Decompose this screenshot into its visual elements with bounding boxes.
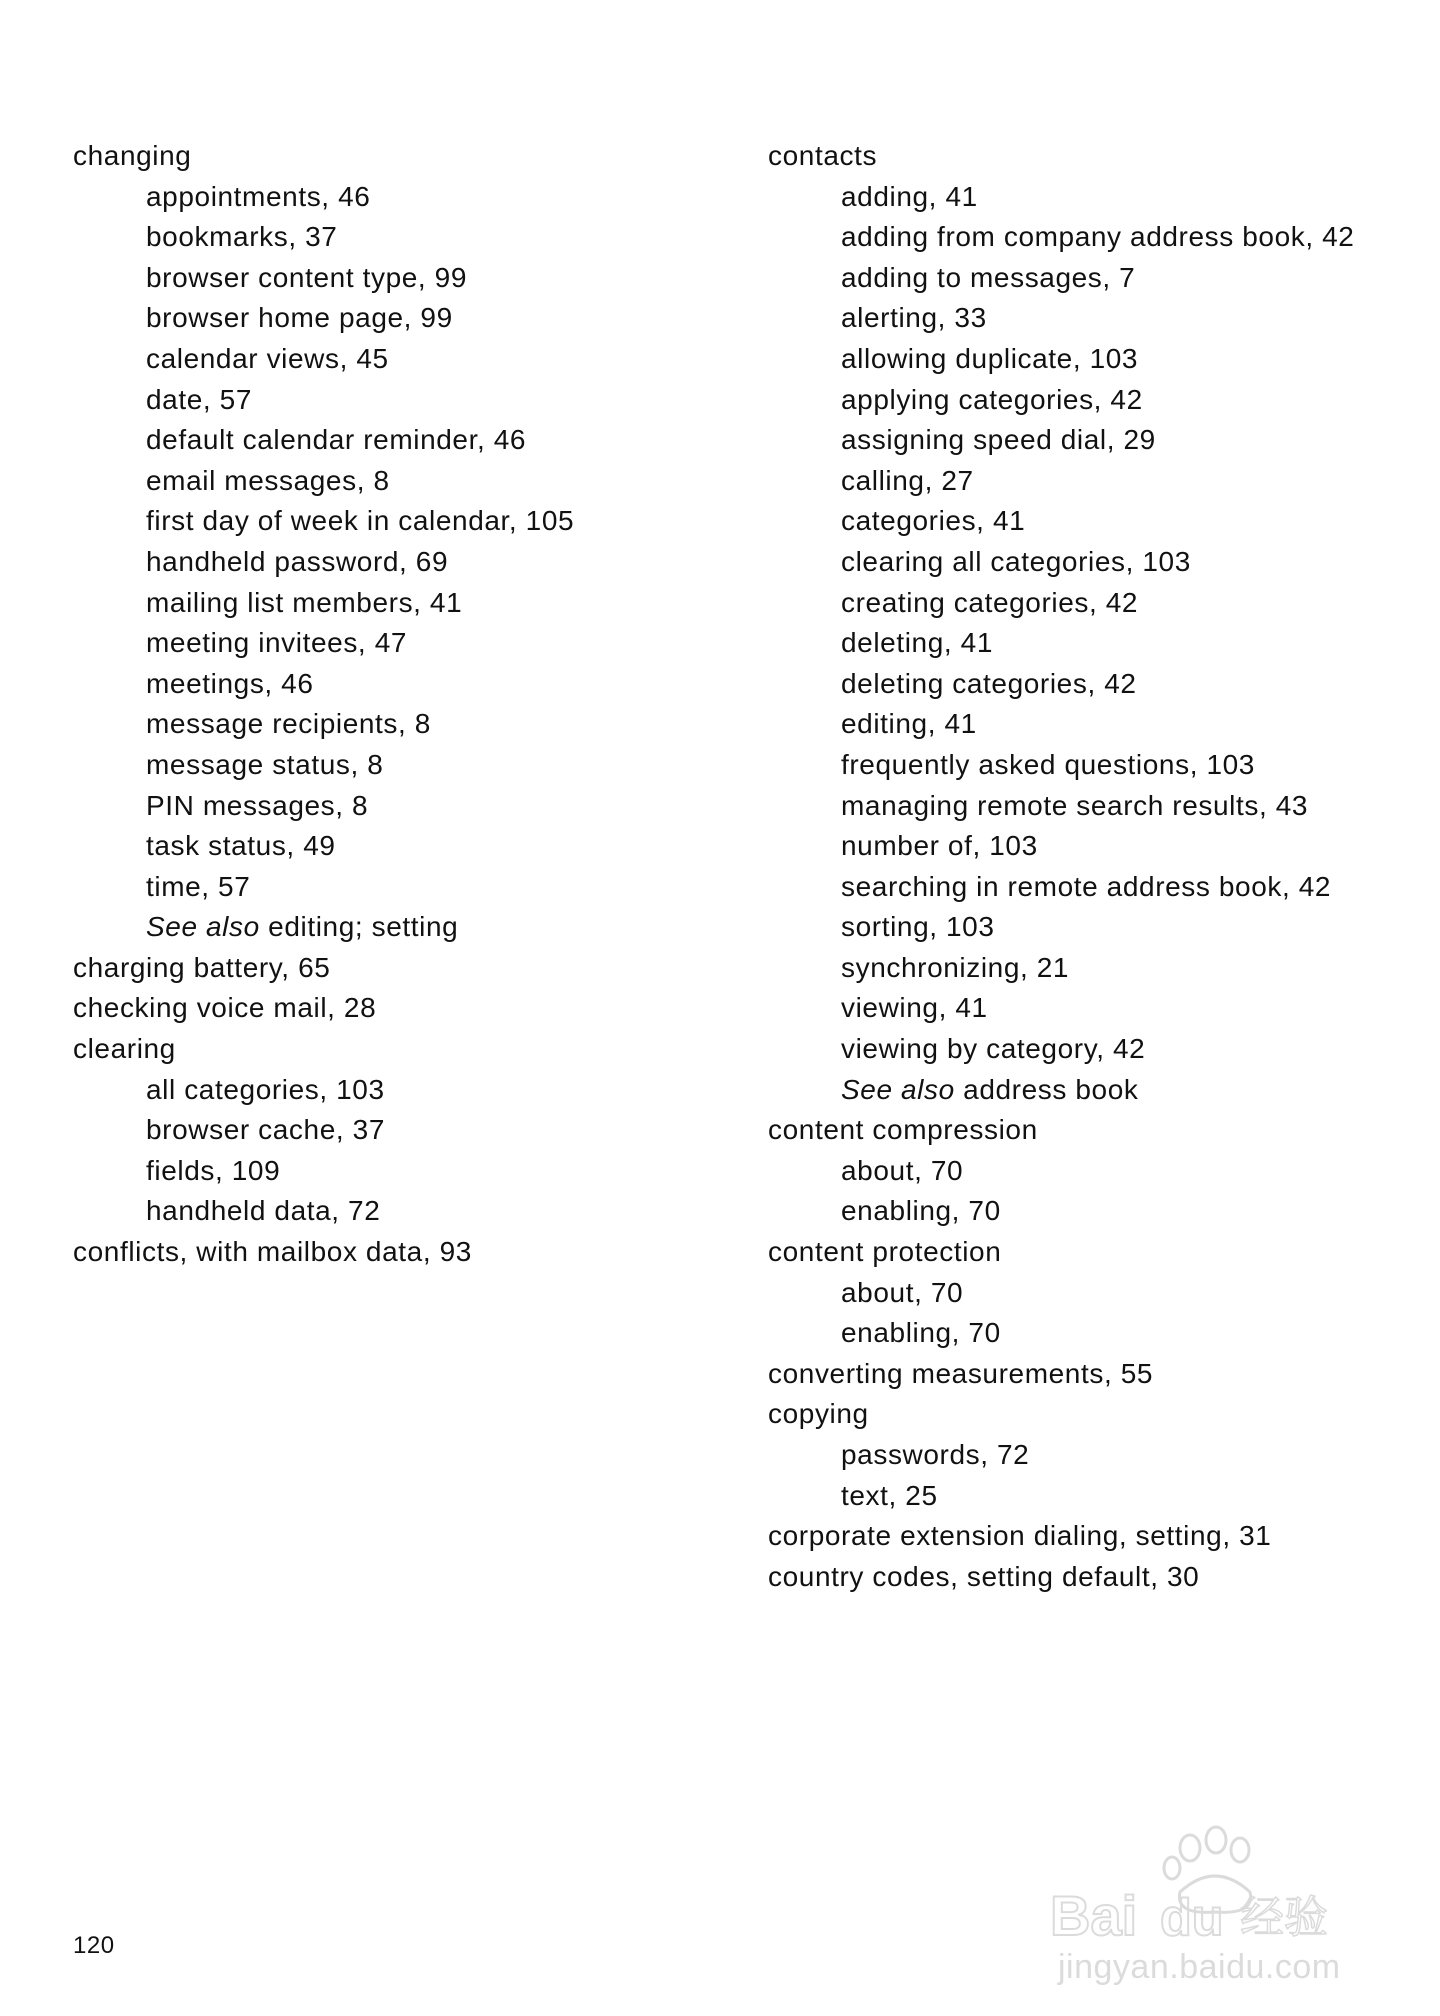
entry-text: email messages, 8 [146, 464, 390, 496]
entry-text: task status, 49 [146, 830, 336, 862]
index-subentry [73, 339, 713, 380]
entry-text: about, 70 [841, 1276, 964, 1308]
index-subentry [768, 583, 1408, 624]
index-subentry [768, 745, 1408, 786]
index-subentry [768, 1070, 1408, 1111]
entry-text: text, 25 [841, 1479, 938, 1511]
entry-text: creating categories, 42 [841, 586, 1139, 618]
entry-text: converting measurements, 55 [768, 1357, 1154, 1389]
index-subentry [73, 298, 713, 339]
index-subentry [768, 339, 1408, 380]
entry-text: time, 57 [146, 870, 251, 902]
svg-text:Bai: Bai [1050, 1884, 1138, 1947]
index-subentry [768, 948, 1408, 989]
entry-text: message recipients, 8 [146, 708, 431, 740]
entry-text: clearing [73, 1033, 176, 1065]
entry-text: appointments, 46 [146, 180, 371, 212]
index-column-right [768, 136, 1408, 1597]
index-subentry [768, 664, 1408, 705]
entry-text: first day of week in calendar, 105 [146, 505, 575, 537]
index-subentry [768, 1273, 1408, 1314]
entry-text: synchronizing, 21 [841, 951, 1070, 983]
index-entry [768, 1394, 1408, 1435]
entry-text: managing remote search results, 43 [841, 789, 1309, 821]
index-entry [768, 1232, 1408, 1273]
entry-text: conflicts, with mailbox data, 93 [73, 1236, 472, 1268]
svg-text:du: du [1160, 1889, 1224, 1947]
entry-text: browser content type, 99 [146, 261, 468, 293]
svg-text:经验: 经验 [1240, 1892, 1328, 1943]
index-subentry [73, 583, 713, 624]
entry-text: clearing all categories, 103 [841, 545, 1191, 577]
index-subentry [73, 704, 713, 745]
entry-text: passwords, 72 [841, 1439, 1030, 1470]
index-subentry [768, 1313, 1408, 1354]
index-subentry [73, 542, 713, 583]
index-column-left [73, 136, 713, 1273]
index-subentry [73, 907, 713, 948]
see-also-label: See also [841, 1073, 955, 1105]
entry-text: meeting invitees, 47 [146, 627, 408, 659]
index-subentry [73, 1151, 713, 1192]
page-number: 120 [73, 1932, 115, 1959]
index-subentry [768, 380, 1408, 421]
entry-text: calendar views, 45 [146, 342, 389, 374]
index-subentry [768, 420, 1408, 461]
index-subentry [73, 745, 713, 786]
entry-text: corporate extension dialing, setting, 31 [768, 1520, 1272, 1552]
index-subentry [768, 461, 1408, 502]
index-entry [768, 136, 1408, 177]
index-subentry [73, 420, 713, 461]
baidu-jingyan-watermark [1040, 1820, 1380, 1990]
entry-text: categories, 41 [841, 505, 1026, 537]
index-subentry [768, 867, 1408, 908]
entry-text: date, 57 [146, 383, 252, 415]
entry-text: content protection [768, 1236, 1002, 1268]
index-entry [768, 1110, 1408, 1151]
index-subentry [73, 1110, 713, 1151]
index-subentry [768, 1029, 1408, 1070]
entry-text: about, 70 [841, 1154, 964, 1186]
entry-text: country codes, setting default, 30 [768, 1560, 1200, 1592]
entry-text: adding from company address book, 42 [841, 221, 1355, 253]
see-also-label: See also [146, 911, 260, 943]
entry-text: content compression [768, 1114, 1038, 1146]
entry-text: frequently asked questions, 103 [841, 748, 1255, 780]
index-subentry [73, 461, 713, 502]
entry-text: changing [73, 140, 192, 171]
entry-text: calling, 27 [841, 464, 974, 496]
entry-text: enabling, 70 [841, 1317, 1001, 1349]
entry-text: alerting, 33 [841, 302, 987, 334]
entry-text: meetings, 46 [146, 667, 314, 699]
entry-text: default calendar reminder, 46 [146, 424, 527, 456]
entry-text: viewing by category, 42 [841, 1033, 1146, 1065]
entry-text: adding to messages, 7 [841, 261, 1136, 293]
entry-text: browser cache, 37 [146, 1114, 385, 1146]
entry-text: searching in remote address book, 42 [841, 870, 1332, 902]
entry-text: viewing, 41 [841, 992, 988, 1024]
index-subentry [73, 501, 713, 542]
index-subentry [73, 258, 713, 299]
index-entry [73, 948, 713, 989]
index-subentry [768, 826, 1408, 867]
index-subentry [768, 1151, 1408, 1192]
index-subentry [768, 907, 1408, 948]
index-subentry [768, 217, 1408, 258]
index-entry [73, 1232, 713, 1273]
entry-text: assigning speed dial, 29 [841, 424, 1156, 456]
index-subentry [73, 786, 713, 827]
entry-text: handheld password, 69 [146, 545, 449, 577]
entry-text: deleting, 41 [841, 627, 993, 659]
index-subentry [768, 704, 1408, 745]
index-entry [768, 1354, 1408, 1395]
index-subentry [73, 664, 713, 705]
index-subentry [768, 1476, 1408, 1517]
index-subentry [73, 623, 713, 664]
entry-text: deleting categories, 42 [841, 667, 1137, 699]
index-subentry [768, 623, 1408, 664]
index-subentry [73, 1191, 713, 1232]
entry-text: editing, 41 [841, 708, 977, 740]
entry-text: copying [768, 1398, 869, 1430]
entry-text: number of, 103 [841, 830, 1038, 862]
entry-text: fields, 109 [146, 1154, 281, 1186]
index-subentry [768, 786, 1408, 827]
index-entry [768, 1557, 1408, 1598]
entry-text: allowing duplicate, 103 [841, 342, 1139, 374]
index-subentry [768, 298, 1408, 339]
index-subentry [768, 1191, 1408, 1232]
index-subentry [768, 501, 1408, 542]
entry-text: bookmarks, 37 [146, 221, 338, 253]
entry-text: browser home page, 99 [146, 302, 453, 334]
entry-text: address book [963, 1073, 1139, 1105]
index-subentry [73, 826, 713, 867]
baidu-paw-logo-icon [1040, 1820, 1380, 1950]
entry-text: contacts [768, 140, 878, 171]
entry-text: editing; setting [268, 911, 459, 943]
watermark-url: jingyan.baidu.com [1058, 1948, 1341, 1986]
index-subentry [73, 1070, 713, 1111]
index-subentry [768, 177, 1408, 218]
entry-text: all categories, 103 [146, 1073, 385, 1105]
index-subentry [768, 1435, 1408, 1476]
index-subentry [768, 542, 1408, 583]
entry-text: applying categories, 42 [841, 383, 1143, 415]
index-subentry [73, 380, 713, 421]
entry-text: handheld data, 72 [146, 1195, 381, 1227]
entry-text: checking voice mail, 28 [73, 992, 377, 1024]
index-subentry [73, 867, 713, 908]
index-entry [73, 988, 713, 1029]
index-subentry [768, 988, 1408, 1029]
index-entry [73, 1029, 713, 1070]
index-subentry [73, 217, 713, 258]
index-subentry [73, 177, 713, 218]
entry-text: adding, 41 [841, 180, 978, 212]
entry-text: PIN messages, 8 [146, 789, 369, 821]
entry-text: enabling, 70 [841, 1195, 1001, 1227]
index-entry [768, 1516, 1408, 1557]
entry-text: message status, 8 [146, 748, 384, 780]
entry-text: sorting, 103 [841, 911, 995, 943]
entry-text: mailing list members, 41 [146, 586, 463, 618]
index-entry [73, 136, 713, 177]
entry-text: charging battery, 65 [73, 951, 331, 983]
index-subentry [768, 258, 1408, 299]
